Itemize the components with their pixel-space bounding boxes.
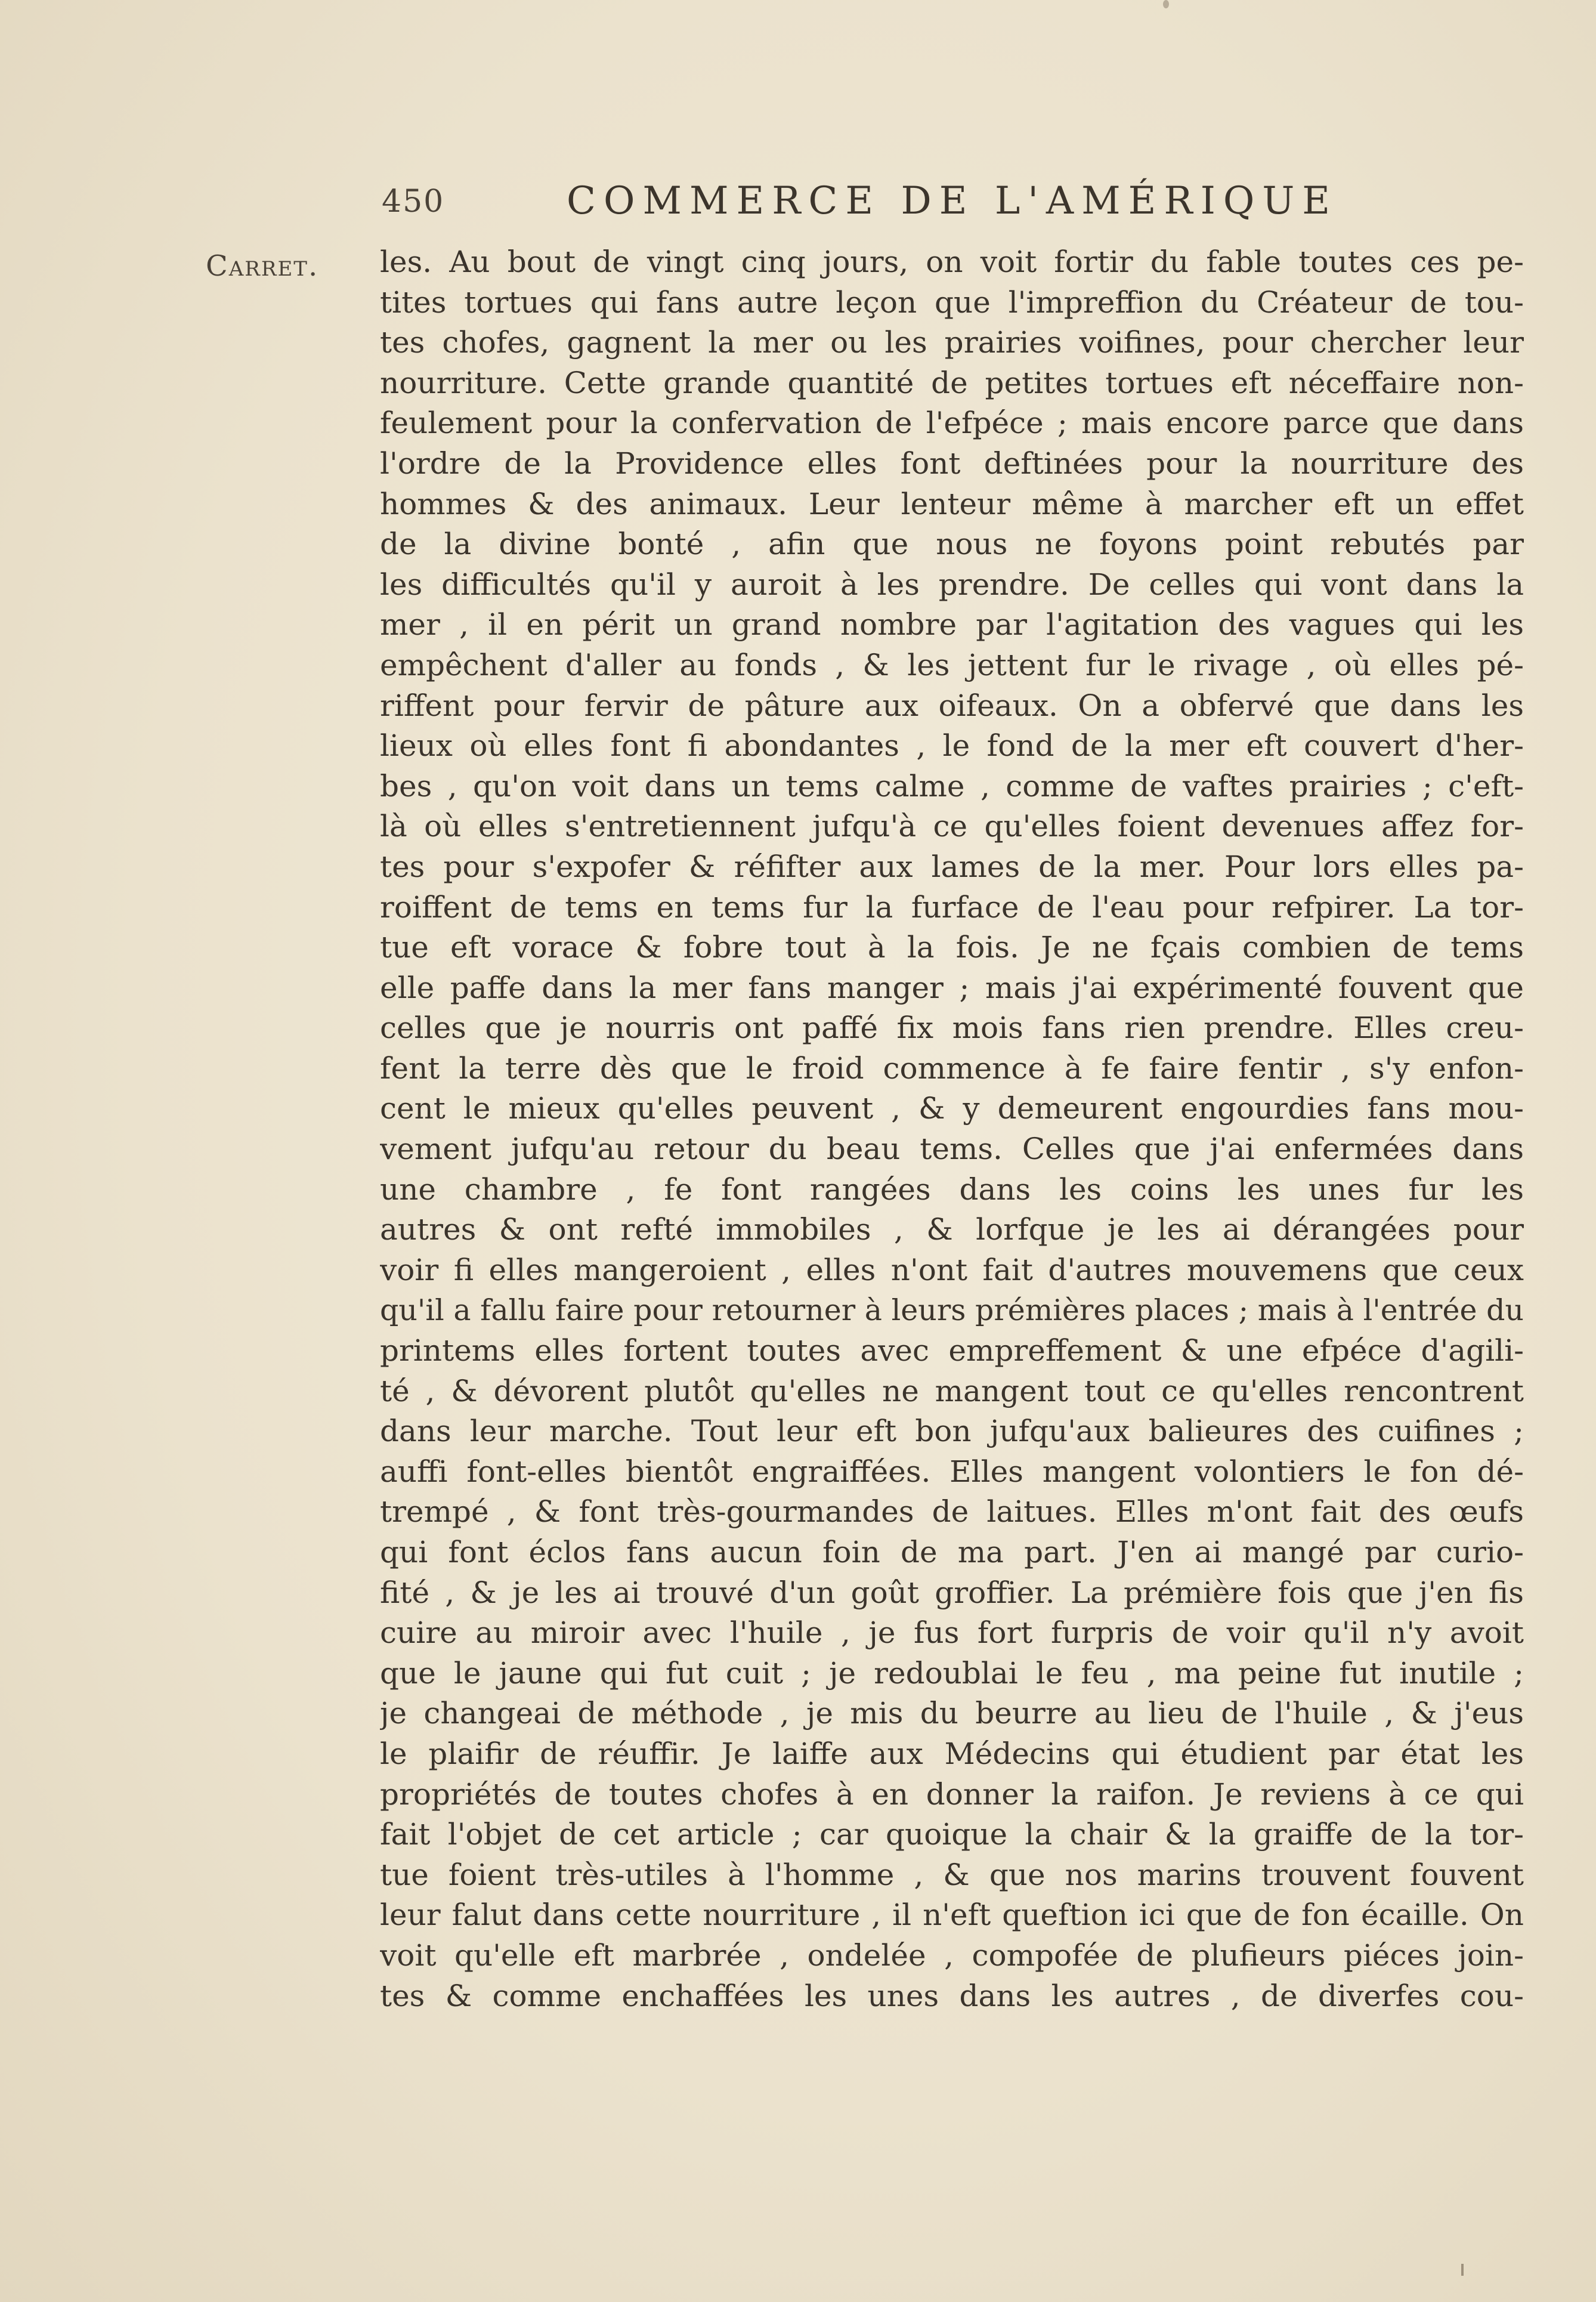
text-line: té , & dévorent plutôt qu'elles ne mangent tout ce qu'elles rencontrent <box>380 1373 1524 1408</box>
page-title: COMMERCE DE L'AMÉRIQUE <box>567 179 1338 223</box>
text-line: cent le mieux qu'elles peuvent , & y demeurent engourdies fans mou- <box>380 1091 1524 1126</box>
text-line: l'ordre de la Providence elles font deftinées pour la nourriture des <box>380 446 1524 481</box>
text-line: tue eft vorace & fobre tout à la fois. Je ne fçais combien de tems <box>380 930 1524 965</box>
text-line: fité , & je les ai trouvé d'un goût groffier. La prémière fois que j'en fis <box>380 1575 1524 1610</box>
text-line: riffent pour fervir de pâture aux oifeaux. On a obfervé que dans les <box>380 688 1524 723</box>
text-line: de la divine bonté , afin que nous ne foyons point rebutés par <box>380 527 1524 562</box>
text-line: bes , qu'on voit dans un tems calme , comme de vaftes prairies ; c'eft- <box>380 768 1524 804</box>
text-line: les. Au bout de vingt cinq jours, on voit fortir du fable toutes ces pe- <box>380 245 1524 279</box>
text-line: tes & comme enchaffées les unes dans les autres , de diverfes cou- <box>380 1978 1524 2013</box>
text-line: feulement pour la confervation de l'efpéce ; mais encore parce que dans <box>380 406 1524 441</box>
text-line: leur falut dans cette nourriture , il n'eft queftion ici que de fon écaille. On <box>380 1898 1524 1933</box>
text-line: dans leur marche. Tout leur eft bon jufqu'aux balieures des cuifines ; <box>380 1414 1524 1449</box>
text-line: cuire au miroir avec l'huile , je fus fort furpris de voir qu'il n'y avoit <box>380 1615 1524 1651</box>
text-line: lieux où elles font fi abondantes , le fond de la mer eft couvert d'her- <box>380 728 1524 764</box>
margin-note: Carret. <box>206 249 319 283</box>
text-line: fait l'objet de cet article ; car quoique la chair & la graiffe de la tor- <box>380 1817 1524 1852</box>
text-line: voit qu'elle eft marbrée , ondelée , compofée de plufieurs piéces join- <box>380 1938 1524 1973</box>
text-line: là où elles s'entretiennent jufqu'à ce qu'elles foient devenues affez for- <box>380 809 1524 844</box>
text-line: mer , il en périt un grand nombre par l'agitation des vagues qui les <box>380 607 1524 642</box>
text-line: tes chofes, gagnent la mer ou les prairies voifines, pour chercher leur <box>380 325 1524 360</box>
text-line: trempé , & font très-gourmandes de laitues. Elles m'ont fait des œufs <box>380 1494 1524 1529</box>
text-line: autres & ont refté immobiles , & lorfque je les ai dérangées pour <box>380 1212 1524 1247</box>
text-line: auffi font-elles bientôt engraiffées. Elles mangent volontiers le fon dé- <box>380 1454 1524 1489</box>
text-line: tites tortues qui fans autre leçon que l'impreffion du Créateur de tou- <box>380 285 1524 320</box>
body-text <box>380 242 1524 2016</box>
text-line: les difficultés qu'il y auroit à les prendre. De celles qui vont dans la <box>380 567 1524 602</box>
text-line: propriétés de toutes chofes à en donner la raifon. Je reviens à ce qui <box>380 1776 1524 1812</box>
text-line: nourriture. Cette grande quantité de petites tortues eft néceffaire non- <box>380 365 1524 400</box>
paper-mark <box>1461 2264 1464 2276</box>
text-line: le plaifir de réuffir. Je laiffe aux Médecins qui étudient par état les <box>380 1736 1524 1771</box>
text-line: vement jufqu'au retour du beau tems. Celles que j'ai enfermées dans <box>380 1132 1524 1167</box>
text-line: fent la terre dès que le froid commence à fe faire fentir , s'y enfon- <box>380 1050 1524 1086</box>
text-line: une chambre , fe font rangées dans les coins les unes fur les <box>380 1172 1524 1207</box>
text-line: qu'il a fallu faire pour retourner à leurs prémières places ; mais à l'entrée du <box>380 1293 1524 1328</box>
text-line: roiffent de tems en tems fur la furface de l'eau pour refpirer. La tor- <box>380 889 1524 925</box>
text-line: tes pour s'expofer & réfifter aux lames de la mer. Pour lors elles pa- <box>380 849 1524 884</box>
text-line: printems elles fortent toutes avec empreffement & une efpéce d'agili- <box>380 1333 1524 1368</box>
page-number: 450 <box>382 184 445 220</box>
text-line: elle paffe dans la mer fans manger ; mais j'ai expérimenté fouvent que <box>380 970 1524 1005</box>
text-line: que le jaune qui fut cuit ; je redoublai le feu , ma peine fut inutile ; <box>380 1655 1524 1691</box>
text-line: tue foient très-utiles à l'homme , & que nos marins trouvent fouvent <box>380 1857 1524 1892</box>
text-line: celles que je nourris ont paffé fix mois fans rien prendre. Elles creu- <box>380 1011 1524 1046</box>
text-line: je changeai de méthode , je mis du beurre au lieu de l'huile , & j'eus <box>380 1696 1524 1731</box>
text-line: hommes & des animaux. Leur lenteur même à marcher eft un effet <box>380 486 1524 521</box>
paper-speck <box>1163 0 1169 8</box>
running-head <box>382 179 1366 227</box>
text-line: qui font éclos fans aucun foin de ma part. J'en ai mangé par curio- <box>380 1535 1524 1569</box>
text-line: voir fi elles mangeroient , elles n'ont fait d'autres mouvemens que ceux <box>380 1252 1524 1287</box>
text-line: empêchent d'aller au fonds , & les jettent fur le rivage , où elles pé- <box>380 647 1524 682</box>
